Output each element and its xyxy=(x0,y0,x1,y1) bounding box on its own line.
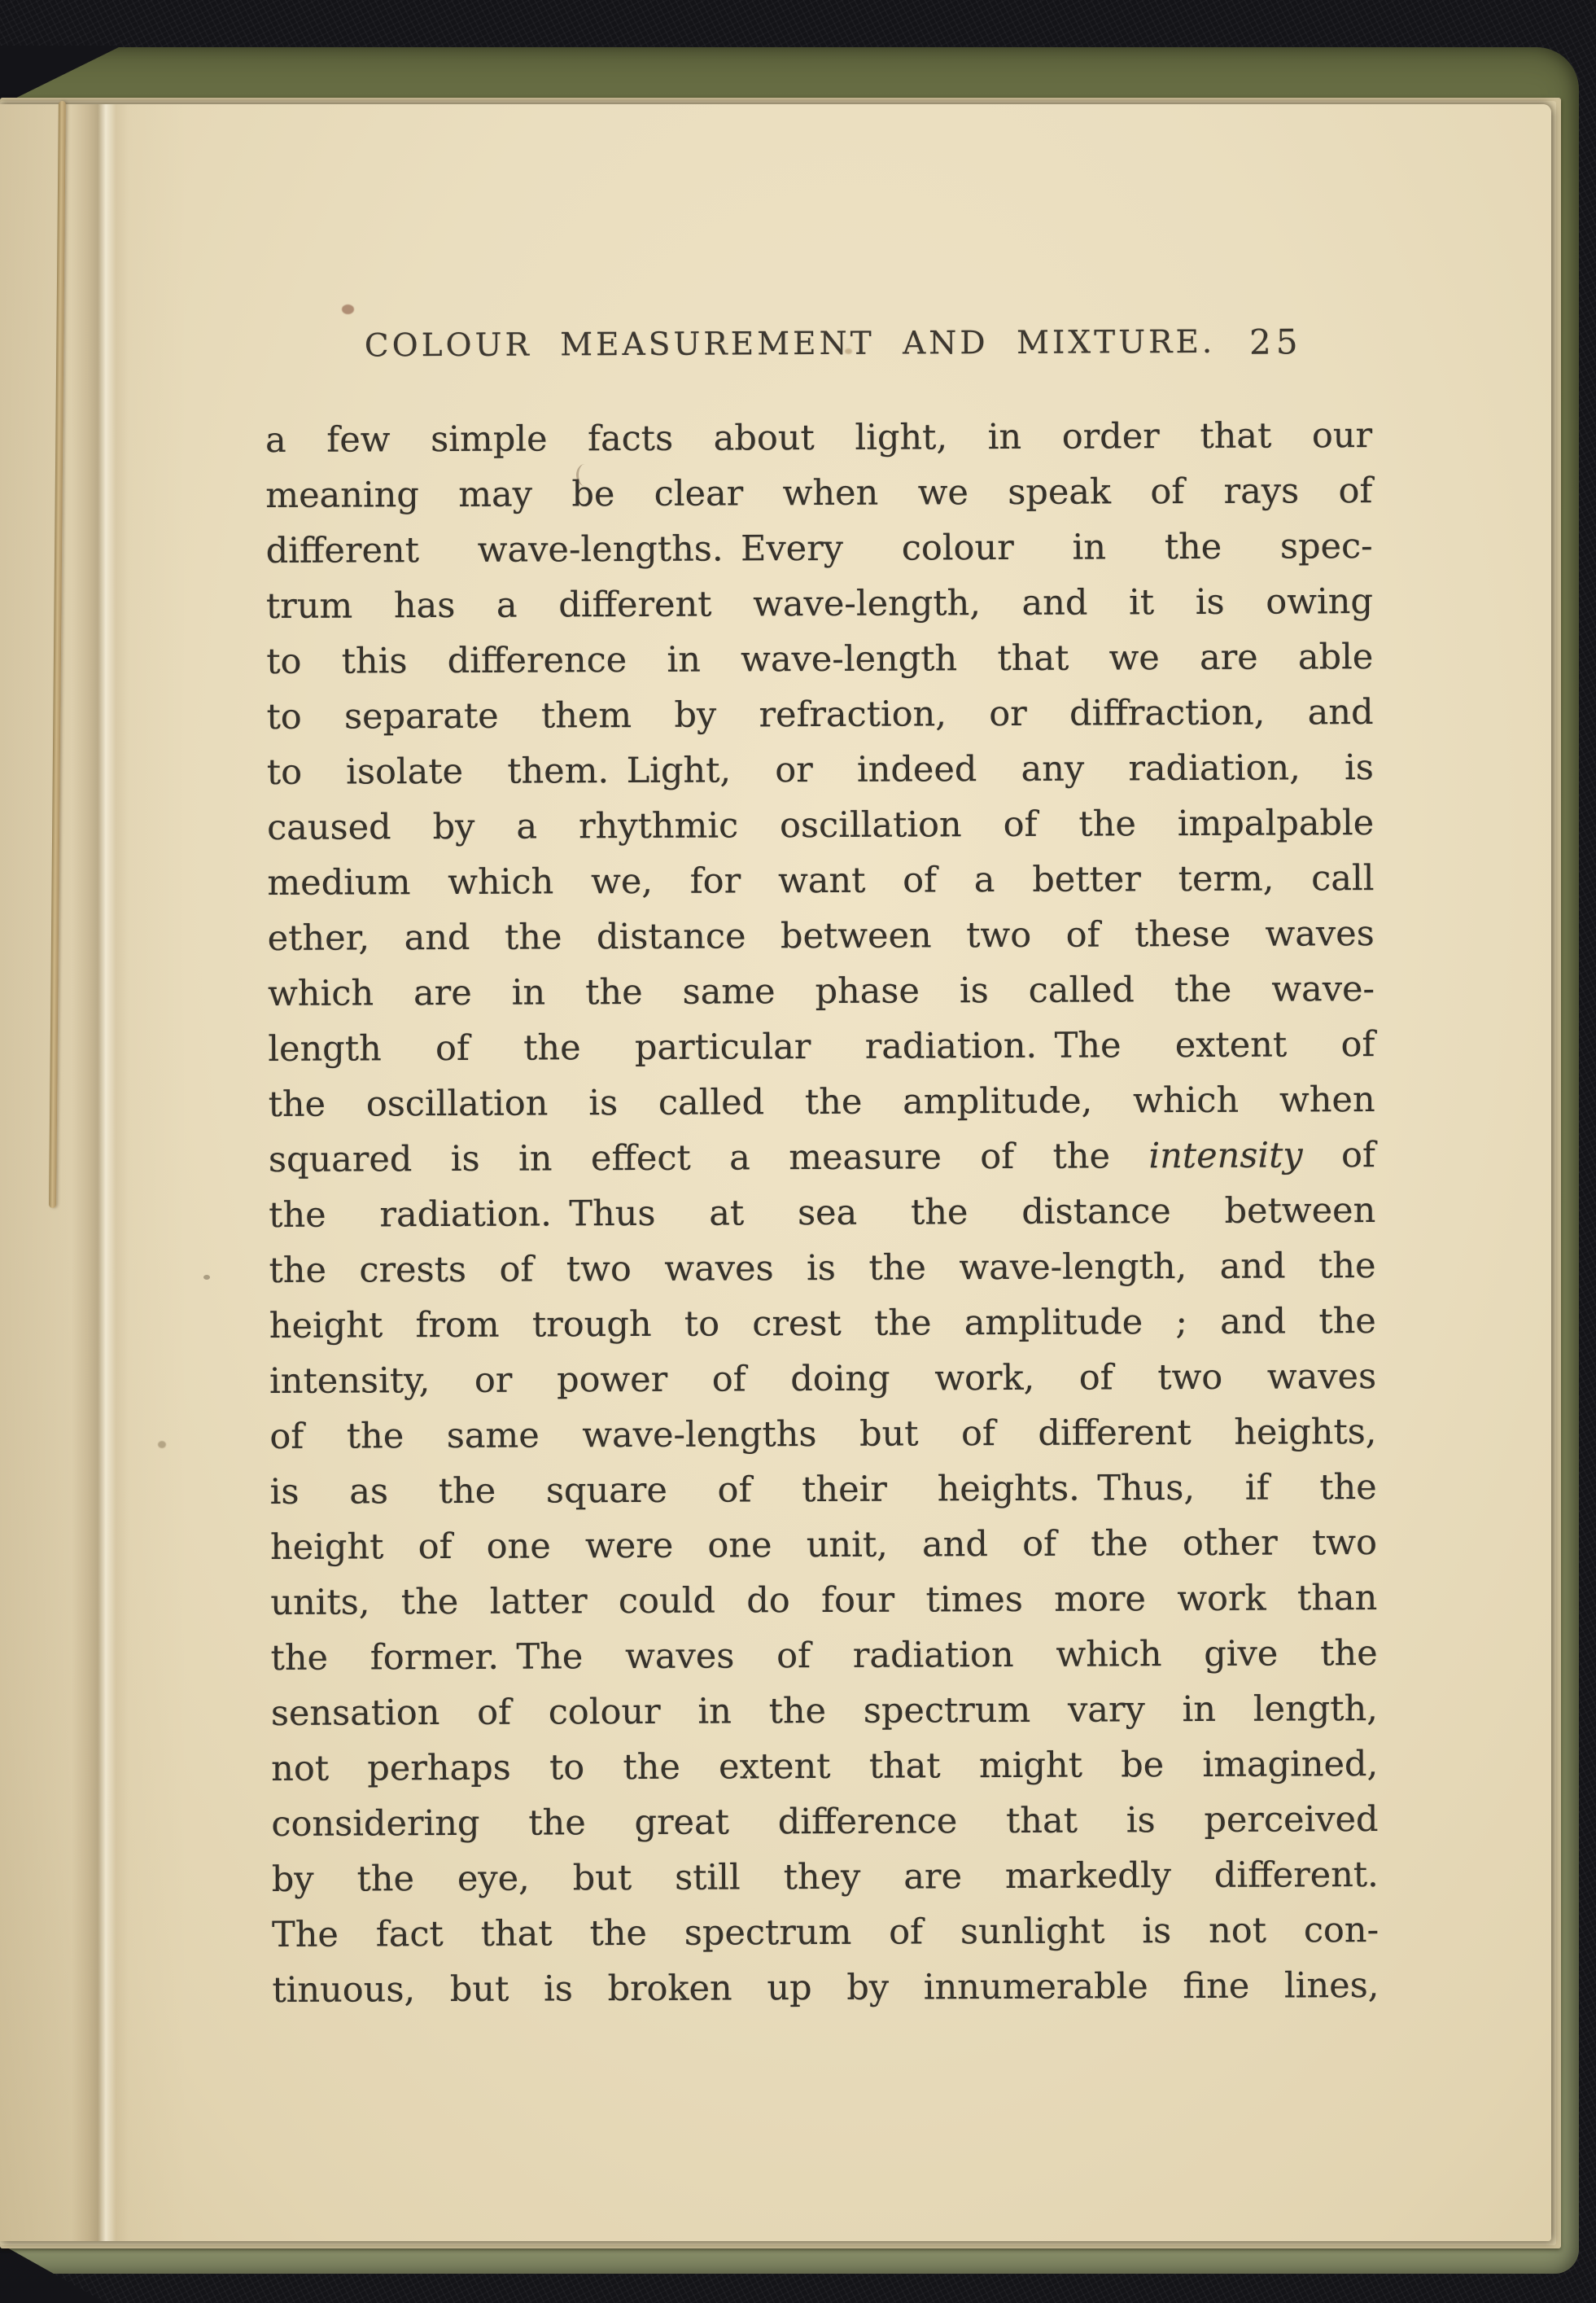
text-line: the oscillation is called the amplitude, which when xyxy=(268,1079,1375,1125)
italic-word: intensity xyxy=(1148,1135,1303,1177)
text-line: a few simple facts about light, in order that our xyxy=(265,415,1373,461)
text-line: intensity, or power of doing work, of two waves xyxy=(269,1356,1377,1402)
page-number: 25 xyxy=(1249,322,1303,362)
age-spot xyxy=(203,1275,210,1280)
text-line: meaning may be clear when we speak of rays of xyxy=(265,471,1373,516)
text-line: The fact that the spectrum of sunlight is not con- xyxy=(271,1910,1380,1955)
gutter-crease xyxy=(72,104,129,2241)
text-line: ether, and the distance between two of these waves xyxy=(267,913,1375,959)
text-line: the crests of two waves is the wave-length, and the xyxy=(269,1246,1376,1291)
text-segment: squared is in effect a measure of the xyxy=(268,1136,1149,1180)
text-line: to separate them by refraction, or diffraction, and xyxy=(266,692,1374,738)
header-title: COLOUR MEASUREMENT AND MIXTURE. xyxy=(364,323,1216,365)
text-line: sensation of colour in the spectrum vary in length, xyxy=(270,1688,1378,1734)
text-line: trum has a different wave-length, and it is owing xyxy=(265,581,1374,627)
text-line: of the same wave-lengths but of different heights, xyxy=(269,1412,1377,1457)
text-line: length of the particular radiation. The extent of xyxy=(268,1024,1375,1070)
binding-thread xyxy=(49,101,66,1208)
text-line: height of one were one unit, and of the other two xyxy=(269,1522,1378,1568)
text-segment: of xyxy=(1302,1135,1376,1176)
text-line: the radiation. Thus at sea the distance between xyxy=(269,1190,1376,1236)
text-line: which are in the same phase is called the wave- xyxy=(267,969,1375,1014)
text-line: medium which we, for want of a better term, call xyxy=(267,858,1375,904)
text-line: units, the latter could do four times more work than xyxy=(270,1578,1378,1623)
text-line: not perhaps to the extent that might be imagined, xyxy=(271,1744,1379,1789)
text-block xyxy=(265,323,1379,2018)
text-line: height from trough to crest the amplitude ; and the xyxy=(269,1301,1376,1346)
body-text xyxy=(265,408,1380,2018)
text-line xyxy=(269,1127,1375,1188)
text-line: to this difference in wave-length that we are able xyxy=(266,637,1374,682)
text-line: is as the square of their heights. Thus, if the xyxy=(269,1467,1377,1513)
text-line: by the eye, but still they are markedly different. xyxy=(271,1854,1379,1900)
text-line: caused by a rhythmic oscillation of the impalpable xyxy=(267,803,1375,848)
text-line: tinuous, but is broken up by innumerable fine lines, xyxy=(272,1965,1380,2011)
age-spot xyxy=(158,1441,166,1448)
book-page xyxy=(0,104,1551,2241)
text-line: to isolate them. Light, or indeed any radiation, is xyxy=(266,747,1374,793)
text-line: considering the great difference that is perceived xyxy=(271,1799,1379,1845)
text-line: different wave-lengths. Every colour in the spec- xyxy=(265,526,1373,571)
text-line: the former. The waves of radiation which give the xyxy=(270,1633,1378,1679)
age-spot xyxy=(342,304,354,314)
running-header xyxy=(265,323,1371,367)
